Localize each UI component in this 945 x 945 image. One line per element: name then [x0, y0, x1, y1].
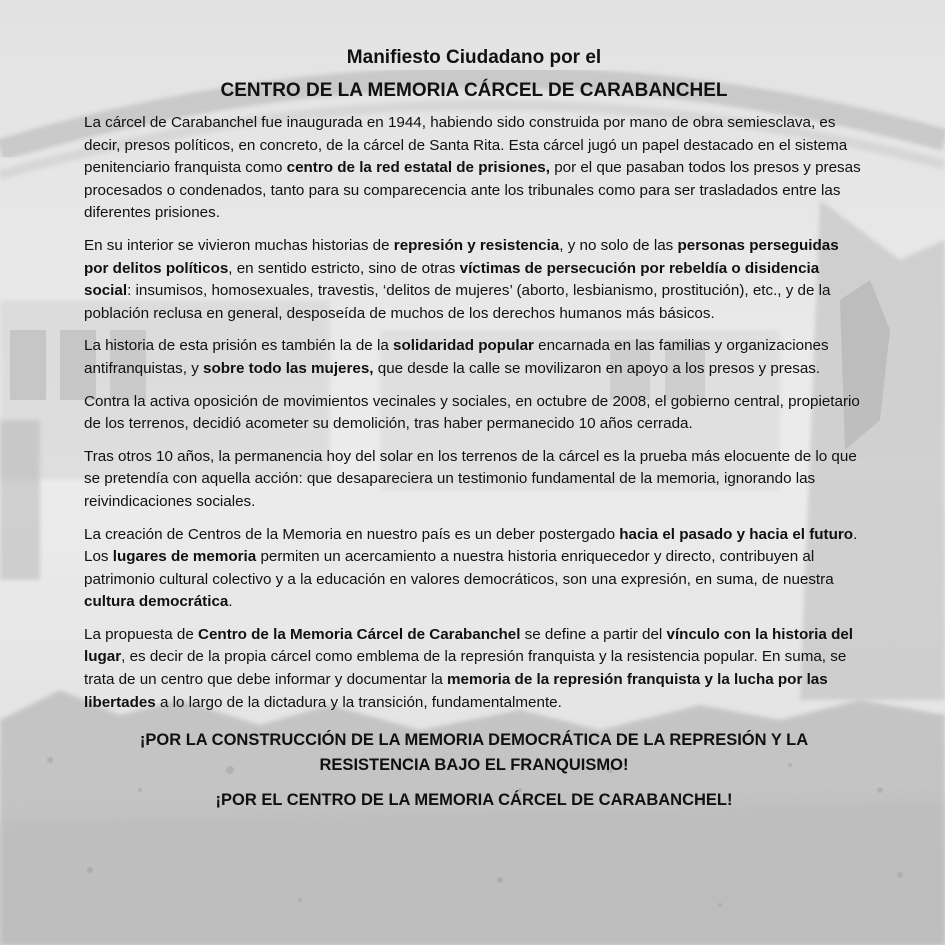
paragraph-2: [84, 235, 864, 325]
text-run: . Los: [84, 525, 858, 566]
title-line-1: Manifiesto Ciudadano por el: [346, 47, 602, 68]
text-run: , en sentido estricto, sino de otras: [228, 259, 460, 277]
text-run: En su interior se vivieron muchas historias de: [84, 236, 394, 254]
text-run: La propuesta de: [84, 625, 198, 643]
text-run: permiten un acercamiento a nuestra historia enriquecedor y directo, contribuyen al patrimonio cultural colectivo y a la educación en valores democráticos, son una expresión, en suma, de nuestra: [84, 548, 834, 588]
bold-phrase: sobre todo las mujeres,: [203, 359, 374, 377]
paragraph-7: [84, 624, 864, 714]
bold-phrase: memoria de la represión franquista y la lucha por las libertades: [84, 671, 828, 711]
manifesto-document: [84, 44, 864, 813]
paragraph-1: [84, 112, 864, 225]
bold-phrase: solidaridad popular: [393, 337, 534, 355]
slogan-2: ¡POR EL CENTRO DE LA MEMORIA CÁRCEL DE CARABANCHEL!: [215, 791, 733, 810]
bold-phrase: lugares de memoria: [112, 548, 257, 566]
text-run: La cárcel de Carabanchel fue inaugurada en 1944, habiendo sido construida por mano de obra semiesclava, es decir, presos políticos, en concreto, de la cárcel de Santa Rita. Esta cárcel jugó un papel destacado en el sistema penitenciario franquista como: [84, 114, 848, 177]
text-run: encarnada en las familias y organizaciones antifranquistas, y: [84, 337, 829, 377]
paragraph-6: [84, 524, 864, 614]
bold-phrase: hacia el pasado y hacia el futuro: [619, 525, 854, 543]
text-run: que desde la calle se movilizaron en apoyo a los presos y presas.: [373, 359, 821, 377]
text-run: , es decir de la propia cárcel como emblema de la represión franquista y la resistencia popular. En suma, se trata de un centro que debe informar y documentar la: [84, 648, 847, 689]
text-run: Contra la activa oposición de movimientos vecinales y sociales, en octubre de 2008, el gobierno central, propietario de los terrenos, decidió acometer su demolición, tras haber permanecido 10 años cerrada.: [84, 392, 860, 433]
bold-phrase: personas perseguidas por delitos políticos: [84, 236, 839, 277]
text-run: La historia de esta prisión es también la de la: [84, 337, 393, 355]
text-run: por el que pasaban todos los presos y presas procesados o condenados, tanto para su comparecencia ante los tribunales como para ser trasladados entre las diferentes prisiones.: [84, 159, 861, 222]
bold-phrase: vínculo con la historia del lugar: [84, 625, 854, 666]
text-run: : insumisos, homosexuales, travestis, ‘delitos de mujeres’ (aborto, lesbianismo, prostitución), etc., y de la población reclusa en general, desposeída de muchos de los derechos humanos más básicos.: [84, 282, 831, 322]
text-run: Tras otros 10 años, la permanencia hoy del solar en los terrenos de la cárcel es la prueba más elocuente de lo que se pretendía con aquella acción: que desapareciera un testimonio fundamental de la memoria, ignorando las reivindicaciones sociales.: [84, 447, 857, 510]
text-run: .: [228, 593, 233, 611]
bold-phrase: Centro de la Memoria Cárcel de Carabanchel: [198, 625, 521, 643]
paragraph-4: [84, 391, 864, 436]
paragraph-3: [84, 335, 864, 380]
slogan-1: ¡POR LA CONSTRUCCIÓN DE LA MEMORIA DEMOCRÁTICA DE LA REPRESIÓN Y LA RESISTENCIA BAJO EL FRANQUISMO!: [139, 731, 809, 775]
paragraph-5: [84, 446, 864, 514]
text-run: , y no solo de las: [559, 236, 678, 254]
text-run: a lo largo de la dictadura y la transición, fundamentalmente.: [155, 693, 562, 711]
text-run: La creación de Centros de la Memoria en nuestro país es un deber postergado: [84, 525, 620, 543]
bold-phrase: víctimas de persecución por rebeldía o disidencia social: [84, 259, 820, 300]
title-line-2: CENTRO DE LA MEMORIA CÁRCEL DE CARABANCHEL: [220, 80, 728, 101]
bold-phrase: cultura democrática: [84, 593, 229, 611]
bold-phrase: centro de la red estatal de prisiones,: [286, 159, 550, 177]
manifesto-body: [84, 112, 864, 714]
bold-phrase: represión y resistencia: [393, 236, 560, 254]
text-run: se define a partir del: [520, 625, 667, 643]
